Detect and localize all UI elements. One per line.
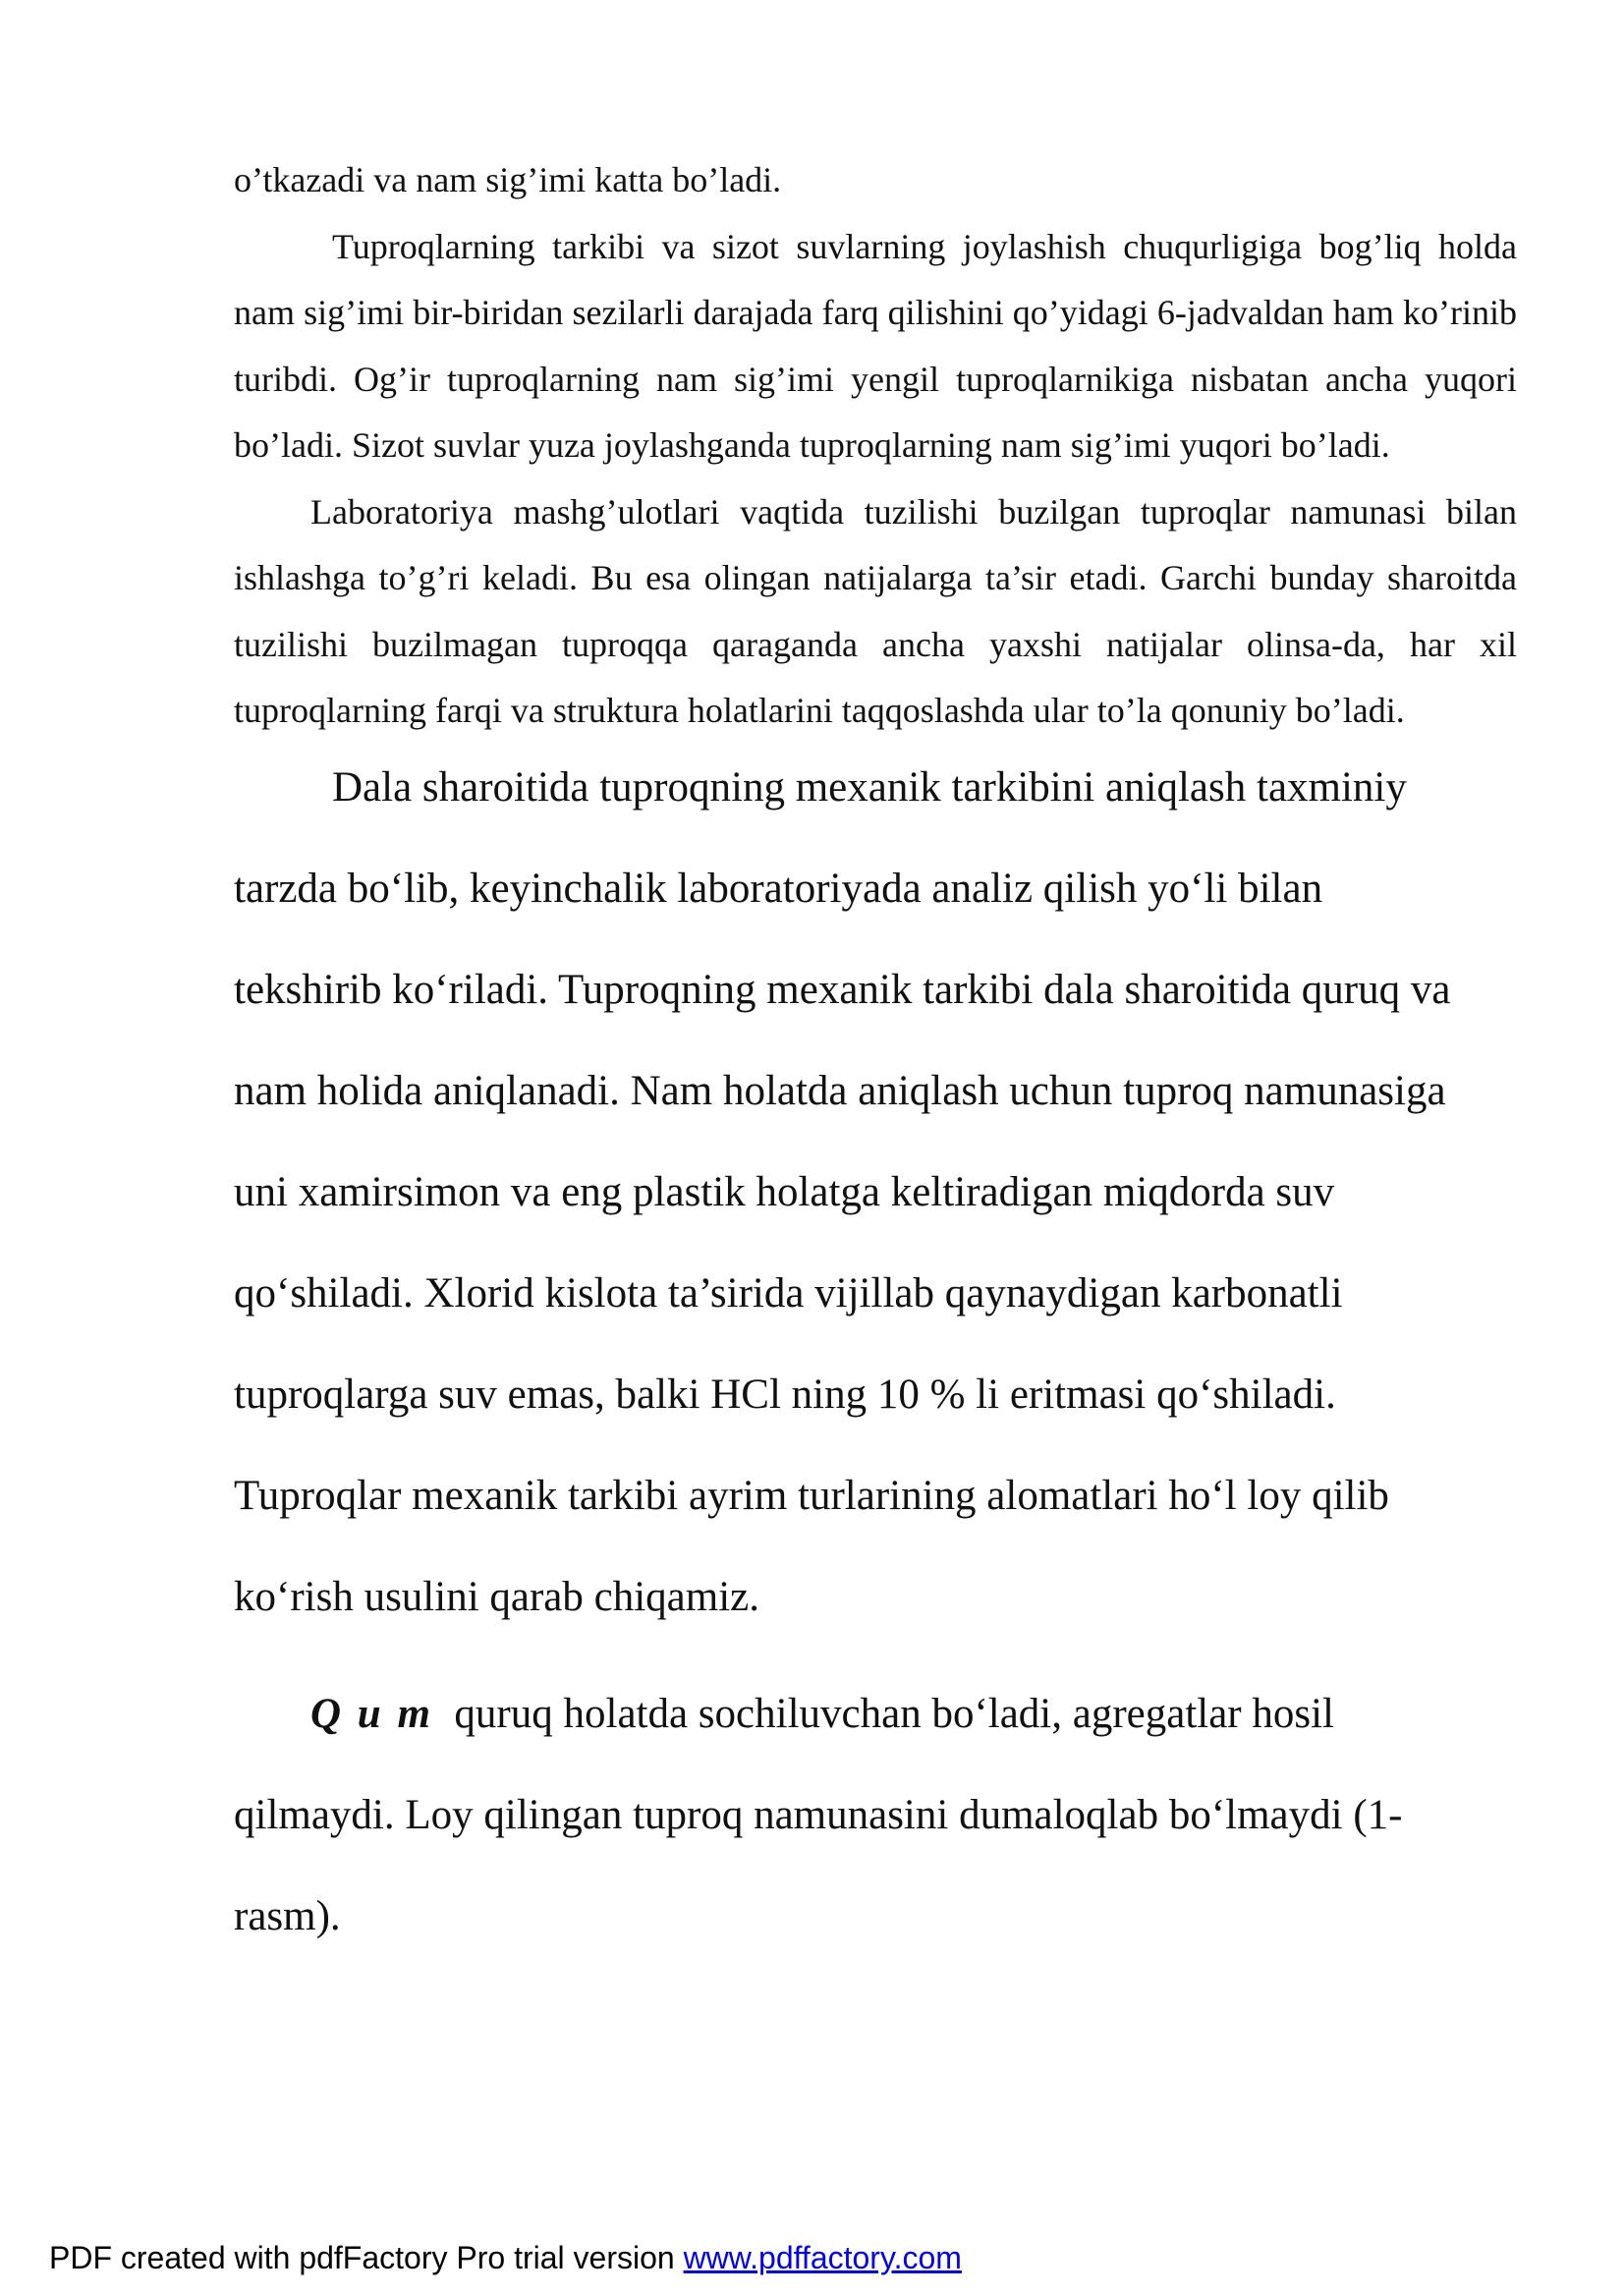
text-line: qilmaydi. Loy qilingan tuproq namunasini dumaloqlab bo‘lmaydi (1-: [234, 1791, 1403, 1838]
paragraph-continuation: o’tkazadi va nam sig’imi katta bo’ladi.: [234, 160, 782, 199]
text-line: Tuproqlar mexanik tarkibi ayrim turlarining alomatlari ho‘l loy qilib: [234, 1472, 1389, 1519]
pdffactory-link[interactable]: www.pdffactory.com: [683, 2240, 962, 2275]
paragraph-moisture-capacity: Tuproqlarning tarkibi va sizot suvlarning joylashish chuqurligiga bog’liq holda nam sig’imi bir-biridan sezilarli darajada farq qilishini qo’yidagi 6-jadvaldan ham ko’rinib turibdi. Og’ir tuproqlarning nam sig’imi yengil tuproqlarnikiga nisbatan ancha yuqori bo’ladi. Sizot suvlar yuza joylashganda tuproqlarning nam sig’imi yuqori bo’ladi.: [234, 226, 1517, 465]
pdf-footer: [49, 2240, 962, 2276]
footer-text: PDF created with pdfFactory Pro trial version: [49, 2240, 684, 2275]
text-line: ko‘rish usulini qarab chiqamiz.: [234, 1573, 759, 1620]
text-line: rasm).: [234, 1892, 341, 1939]
paragraph-qum: [234, 1663, 1517, 1967]
paragraph-field-conditions: [234, 737, 1517, 1648]
text-line: Dala sharoitida tuproqning mexanik tarkibini aniqlash taxminiy: [332, 763, 1407, 811]
page-content: [234, 147, 1517, 1967]
text-line: uni xamirsimon va eng plastik holatga keltiradigan miqdorda suv: [234, 1168, 1335, 1215]
text-line: qo‘shiladi. Xlorid kislota ta’sirida vijillab qaynaydigan karbonatli: [234, 1269, 1343, 1316]
text-line: tarzda bo‘lib, keyinchalik laboratoriyada analiz qilish yo‘li bilan: [234, 865, 1323, 912]
text-line: quruq holatda sochiluvchan bo‘ladi, agregatlar hosil: [432, 1690, 1334, 1737]
qum-term: Q u m: [310, 1690, 433, 1737]
text-line: tuproqlarga suv emas, balki HCl ning 10 % li eritmasi qo‘shiladi.: [234, 1371, 1336, 1418]
text-line: tekshirib ko‘riladi. Tuproqning mexanik tarkibi dala sharoitida quruq va: [234, 966, 1451, 1013]
paragraph-laboratory: Laboratoriya mashg’ulotlari vaqtida tuzilishi buzilgan tuproqlar namunasi bilan ishlashga to’g’ri keladi. Bu esa olingan natijalarga ta’sir etadi. Garchi bunday sharoitda tuzilishi buzilmagan tuproqqa qaraganda ancha yaxshi natijalar olinsa-da, har xil tuproqlarning farqi va struktura holatlarini taqqoslashda ular to’la qonuniy bo’ladi.: [234, 491, 1517, 730]
text-line: nam holida aniqlanadi. Nam holatda aniqlash uchun tuproq namunasiga: [234, 1067, 1446, 1114]
